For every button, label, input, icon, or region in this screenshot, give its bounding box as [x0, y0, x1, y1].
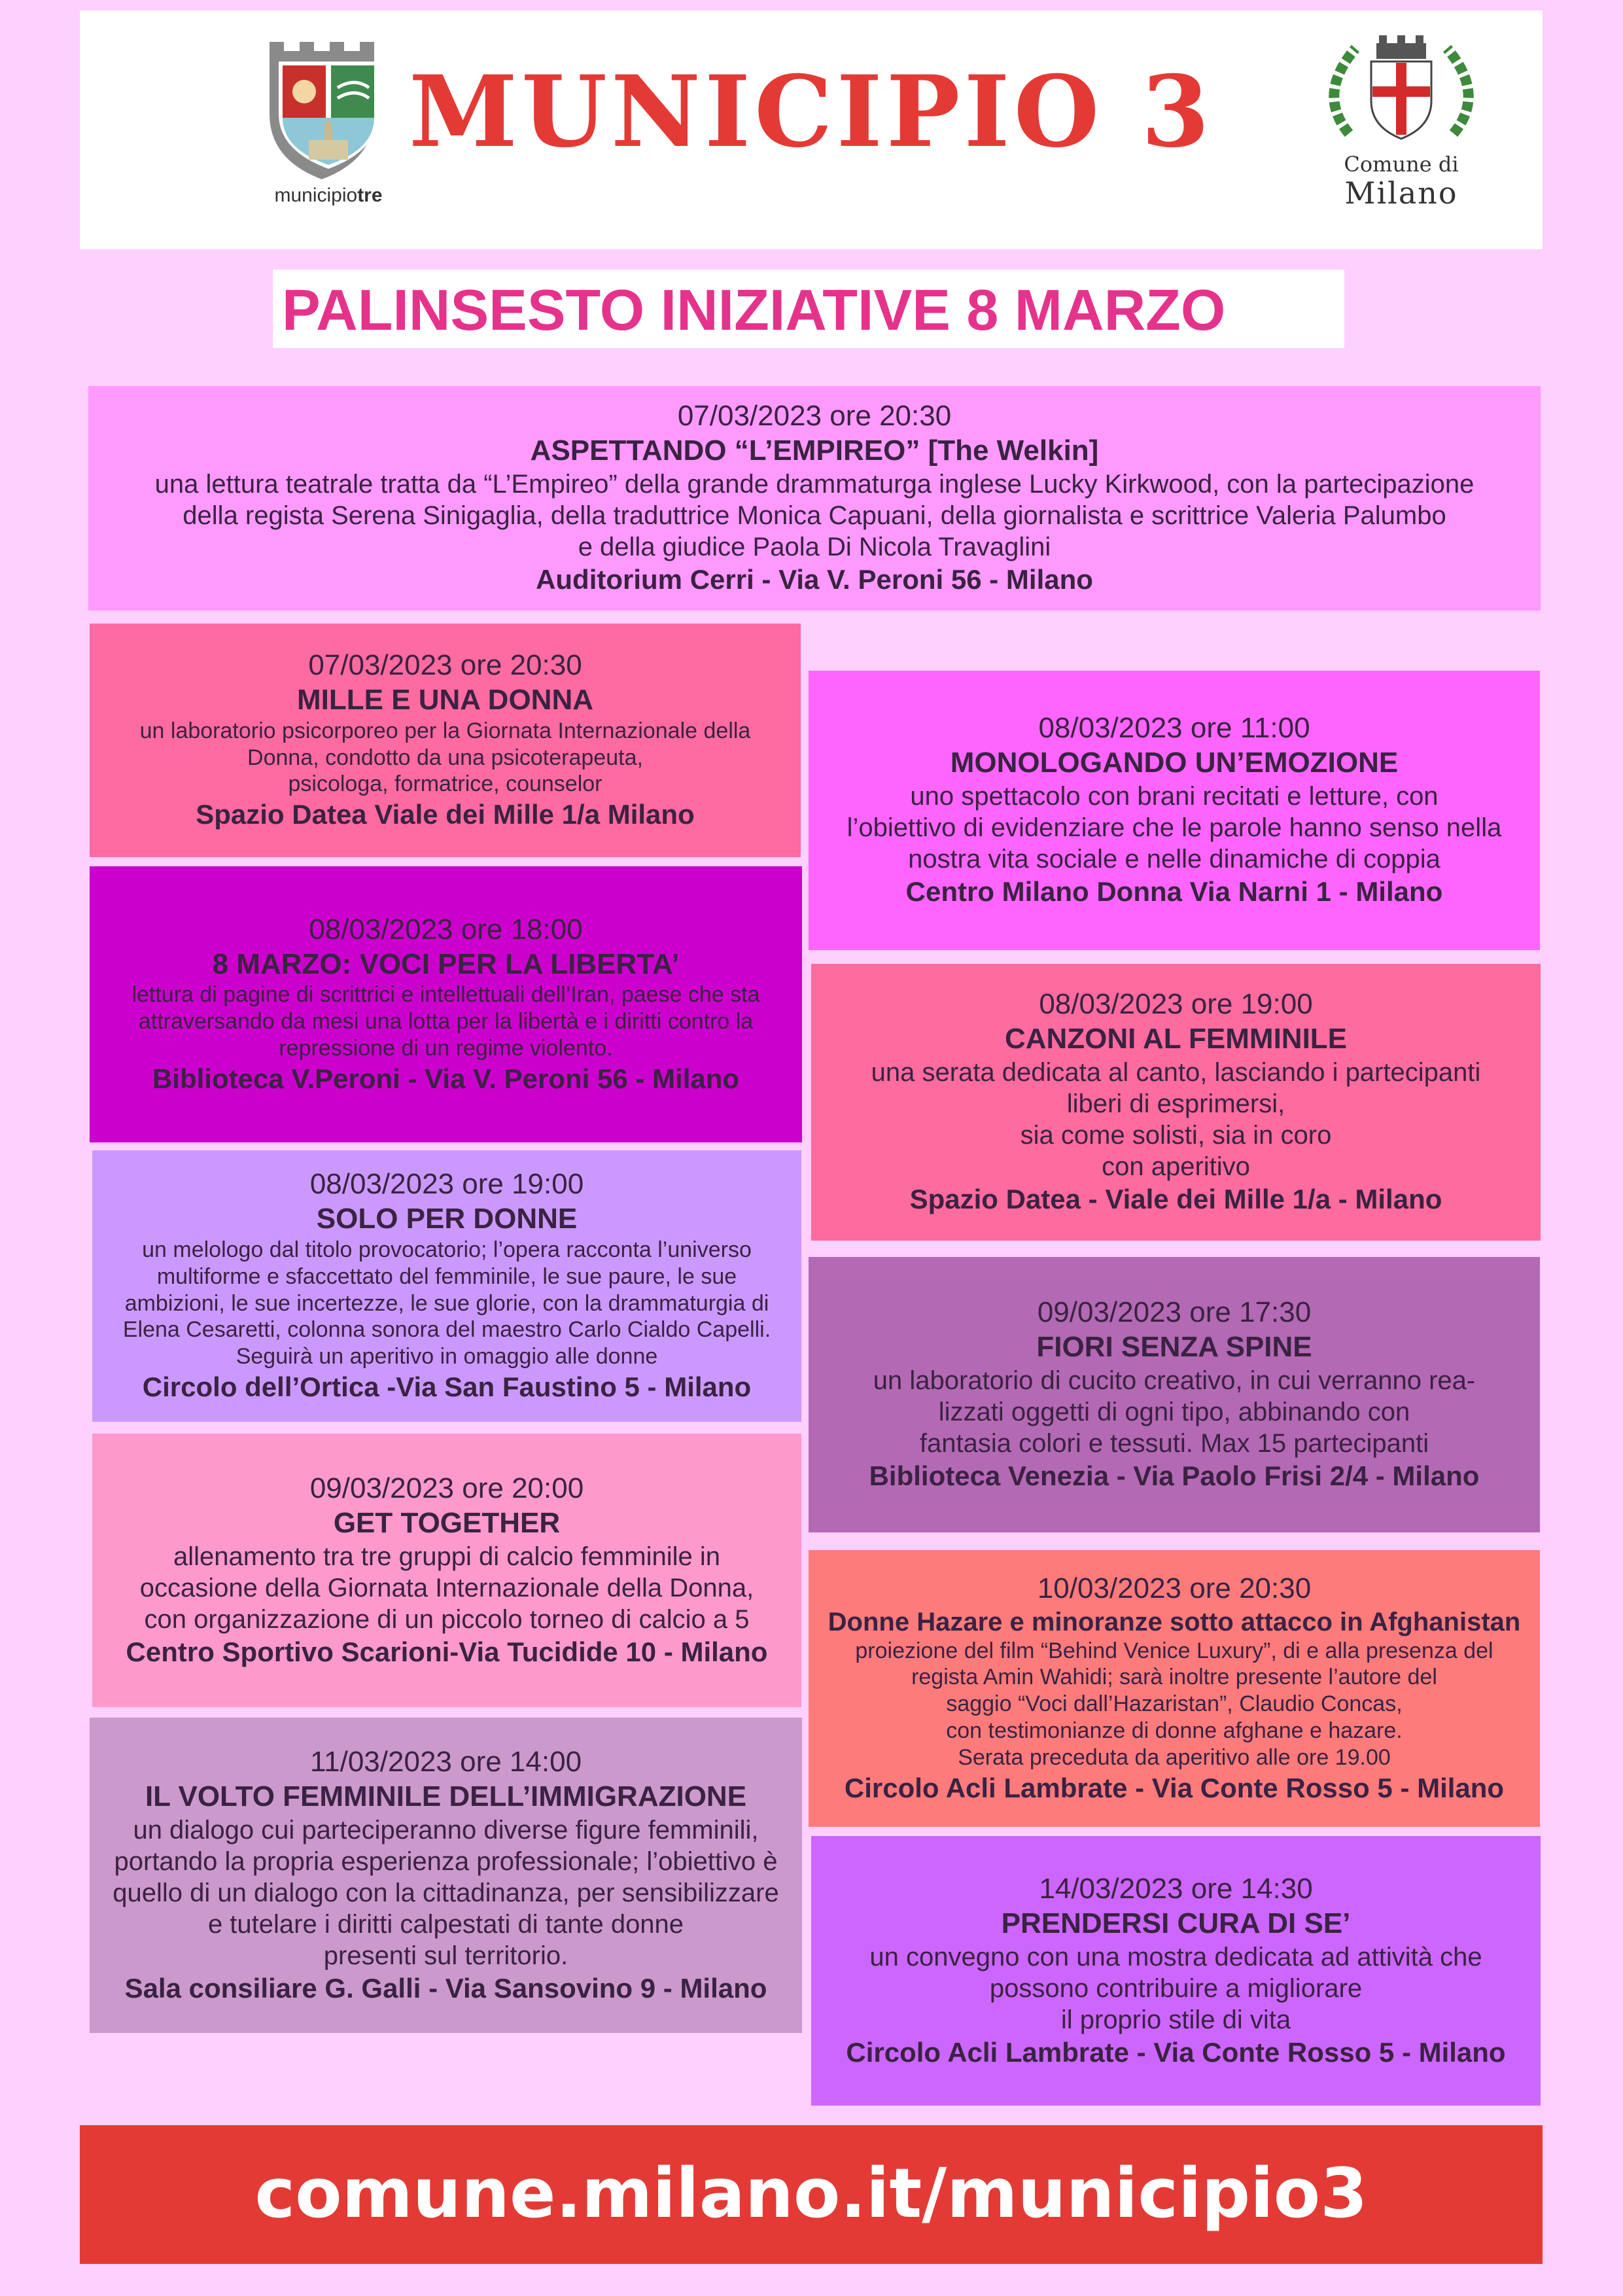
event-card-voci-per-la-liberta [90, 866, 802, 1142]
event-description-line: presenti sul territorio. [323, 1941, 568, 1970]
event-location: Sala consiliare G. Galli - Via Sansovino 9 - Milano [124, 1972, 767, 2004]
event-description-line: un laboratorio di cucito creativo, in cui verranno rea- [873, 1366, 1476, 1396]
event-description-line: Elena Cesaretti, colonna sonora del maestro Carlo Cialdo Capelli. [122, 1317, 771, 1343]
event-card-aspettando-empireo [88, 386, 1541, 610]
event-date: 08/03/2023 ore 18:00 [309, 913, 583, 945]
event-description [847, 781, 1502, 875]
event-date: 07/03/2023 ore 20:30 [677, 400, 952, 433]
event-description [855, 1638, 1493, 1771]
event-location: Spazio Datea Viale dei Mille 1/a Milano [196, 799, 695, 830]
event-card-solo-per-donne [92, 1150, 801, 1422]
event-description-line: psicologa, formatrice, counselor [288, 771, 602, 797]
event-description-line: repressione di un regime violento. [279, 1035, 613, 1061]
event-description [869, 1941, 1482, 2036]
event-location: Centro Milano Donna Via Narni 1 - Milano [905, 876, 1443, 908]
event-description-line: liberi di esprimersi, [1066, 1089, 1285, 1119]
event-description-line: Serata preceduta da aperitivo alle ore 19.00 [958, 1744, 1391, 1770]
event-description-line: quello di un dialogo con la cittadinanza, per sensibilizzare [113, 1878, 779, 1907]
milano-label: Milano [1344, 175, 1458, 211]
event-description-line: saggio “Voci dall’Hazaristan”, Claudio Concas, [946, 1691, 1403, 1717]
event-date: 09/03/2023 ore 17:30 [1037, 1296, 1312, 1329]
event-date: 07/03/2023 ore 20:30 [308, 649, 582, 682]
event-description-line: attraversando da mesi una lotta per la libertà e i diritti contro la [138, 1009, 754, 1034]
event-location: Spazio Datea - Viale dei Mille 1/a - Milano [909, 1184, 1442, 1215]
event-description-line: con aperitivo [1102, 1152, 1250, 1182]
event-description [131, 981, 759, 1061]
footer-url-link[interactable]: comune.milano.it/municipio3 [254, 2153, 1368, 2233]
event-description-line: e della giudice Paola Di Nicola Travaglini [578, 533, 1051, 562]
event-date: 09/03/2023 ore 20:00 [309, 1472, 584, 1504]
event-description-line: e tutelare i diritti calpestati di tante donne [207, 1909, 684, 1939]
event-location: Circolo Acli Lambrate - Via Conte Rosso 5 - Milano [846, 2036, 1506, 2068]
event-date: 08/03/2023 ore 19:00 [309, 1168, 584, 1201]
event-title: SOLO PER DONNE [316, 1203, 578, 1235]
event-card-volto-femminile-immigrazione [90, 1718, 802, 2033]
event-description-line: un convegno con una mostra dedicata ad attività che [869, 1942, 1482, 1971]
event-description-line: lettura di pagine di scrittrici e intellettuali dell’Iran, paese che sta [131, 982, 760, 1008]
event-title: ASPETTANDO “L’EMPIREO” [The Welkin] [530, 434, 1099, 467]
event-description [155, 468, 1475, 563]
footer-banner [80, 2125, 1543, 2264]
event-title: MONOLOGANDO UN’EMOZIONE [950, 747, 1399, 779]
event-description-line: nostra vita sociale e nelle dinamiche di coppia [908, 845, 1440, 874]
event-description-line: un laboratorio psicorporeo per la Giornata Internazionale della [139, 718, 751, 743]
event-description-line: l’obiettivo di evidenziare che le parole hanno senso nella [846, 813, 1502, 843]
event-description-line: con testimonianze di donne afghane e hazare. [946, 1718, 1403, 1744]
event-title: PRENDERSI CURA DI SE’ [1001, 1907, 1351, 1939]
event-title: IL VOLTO FEMMINILE DELL’IMMIGRAZIONE [145, 1780, 747, 1812]
event-card-prendersi-cura-di-se [811, 1836, 1541, 2106]
subtitle-box [273, 270, 1344, 348]
event-description-line: possono contribuire a migliorare [989, 1973, 1363, 2003]
comune-milano-logo [1303, 35, 1499, 225]
event-description-line: sia come solisti, sia in coro [1020, 1121, 1332, 1150]
event-description-line: occasione della Giornata Internazionale della Donna, [139, 1573, 754, 1602]
event-description-line: allenamento tra tre gruppi di calcio femminile in [173, 1542, 720, 1571]
event-title: MILLE E UNA DONNA [296, 684, 594, 716]
event-description-line: il proprio stile di vita [1060, 2005, 1291, 2034]
event-title: FIORI SENZA SPINE [1036, 1331, 1312, 1364]
event-location: Circolo dell’Ortica -Via San Faustino 5 - Milano [142, 1371, 752, 1403]
event-description [140, 1541, 754, 1635]
event-title: GET TOGETHER [333, 1506, 561, 1539]
event-description [113, 1814, 778, 1971]
event-location: Circolo Acli Lambrate - Via Conte Rosso 5 - Milano [844, 1772, 1505, 1803]
event-description-line: uno spettacolo con brani recitati e letture, con [910, 782, 1439, 811]
event-title: CANZONI AL FEMMINILE [1004, 1023, 1348, 1055]
event-description-line: un melologo dal titolo provocatorio; l’opera racconta l’universo [142, 1237, 752, 1263]
event-description-line: con organizzazione di un piccolo torneo di calcio a 5 [144, 1604, 750, 1634]
header-banner [80, 10, 1543, 249]
event-description [140, 718, 751, 798]
event-description [871, 1057, 1481, 1182]
municipio3-logo-caption: municipiotre [274, 185, 383, 206]
event-date: 11/03/2023 ore 14:00 [309, 1745, 582, 1778]
event-description-line: ambizioni, le sue incertezze, le sue glorie, con la drammaturgia di [124, 1290, 769, 1316]
event-description-line: della regista Serena Sinigaglia, della traduttrice Monica Capuani, della giornalista e scrittrice Valeria Palumbo [183, 501, 1446, 531]
event-title: Donne Hazare e minoranze sotto attacco in Afghanistan [828, 1607, 1521, 1636]
event-location: Biblioteca V.Peroni - Via V. Peroni 56 - Milano [152, 1063, 740, 1094]
event-description-line: fantasia colori e tessuti. Max 15 partecipanti [919, 1429, 1429, 1458]
event-date: 08/03/2023 ore 11:00 [1038, 712, 1310, 745]
milano-crest-icon [1303, 35, 1499, 153]
event-location: Auditorium Cerri - Via V. Peroni 56 - Milano [536, 564, 1093, 595]
event-description [873, 1365, 1475, 1459]
comune-label: Comune di [1344, 152, 1459, 177]
event-location: Biblioteca Venezia - Via Paolo Frisi 2/4 - Milano [869, 1460, 1480, 1492]
event-description-line: portando la propria esperienza professionale; l’obiettivo è [114, 1846, 778, 1876]
event-description-line: lizzati oggetti di ogni tipo, abbinando con [938, 1398, 1410, 1427]
event-card-mille-e-una-donna [90, 624, 801, 857]
event-date: 10/03/2023 ore 20:30 [1037, 1572, 1312, 1604]
event-title: 8 MARZO: VOCI PER LA LIBERTA’ [212, 947, 680, 980]
event-location: Centro Sportivo Scarioni-Via Tucidide 10 - Milano [126, 1636, 768, 1667]
event-card-donne-hazare [809, 1550, 1540, 1827]
event-description-line: Donna, condotto da una psicoterapeuta, [247, 745, 643, 770]
event-description-line: proiezione del film “Behind Venice Luxury”, di e alla presenza del [855, 1638, 1493, 1663]
event-card-fiori-senza-spine [809, 1257, 1540, 1532]
page-title: MUNICIPIO 3 [409, 54, 1213, 169]
event-description-line: una serata dedicata al canto, lasciando i partecipanti [871, 1058, 1481, 1087]
event-date: 14/03/2023 ore 14:30 [1039, 1872, 1313, 1905]
event-card-monologando-emozione [809, 671, 1540, 950]
event-description-line: Seguirà un aperitivo in omaggio alle donne [236, 1344, 658, 1369]
subtitle: PALINSESTO INIZIATIVE 8 MARZO [282, 277, 1226, 342]
event-description [123, 1237, 771, 1370]
event-date: 08/03/2023 ore 19:00 [1039, 988, 1313, 1021]
event-card-canzoni-al-femminile [811, 964, 1541, 1241]
event-card-get-together [92, 1434, 801, 1707]
event-description-line: un dialogo cui parteciperanno diverse figure femminili, [133, 1815, 759, 1845]
event-description-line: multiforme e sfaccettato del femminile, le sue paure, le sue [156, 1263, 737, 1289]
event-description-line: una lettura teatrale tratta da “L’Empireo” della grande drammaturga inglese Lucky Kirkwood, con la partecipazione [154, 470, 1475, 499]
event-description-line: regista Amin Wahidi; sarà inoltre presente l’autore del [911, 1665, 1437, 1690]
